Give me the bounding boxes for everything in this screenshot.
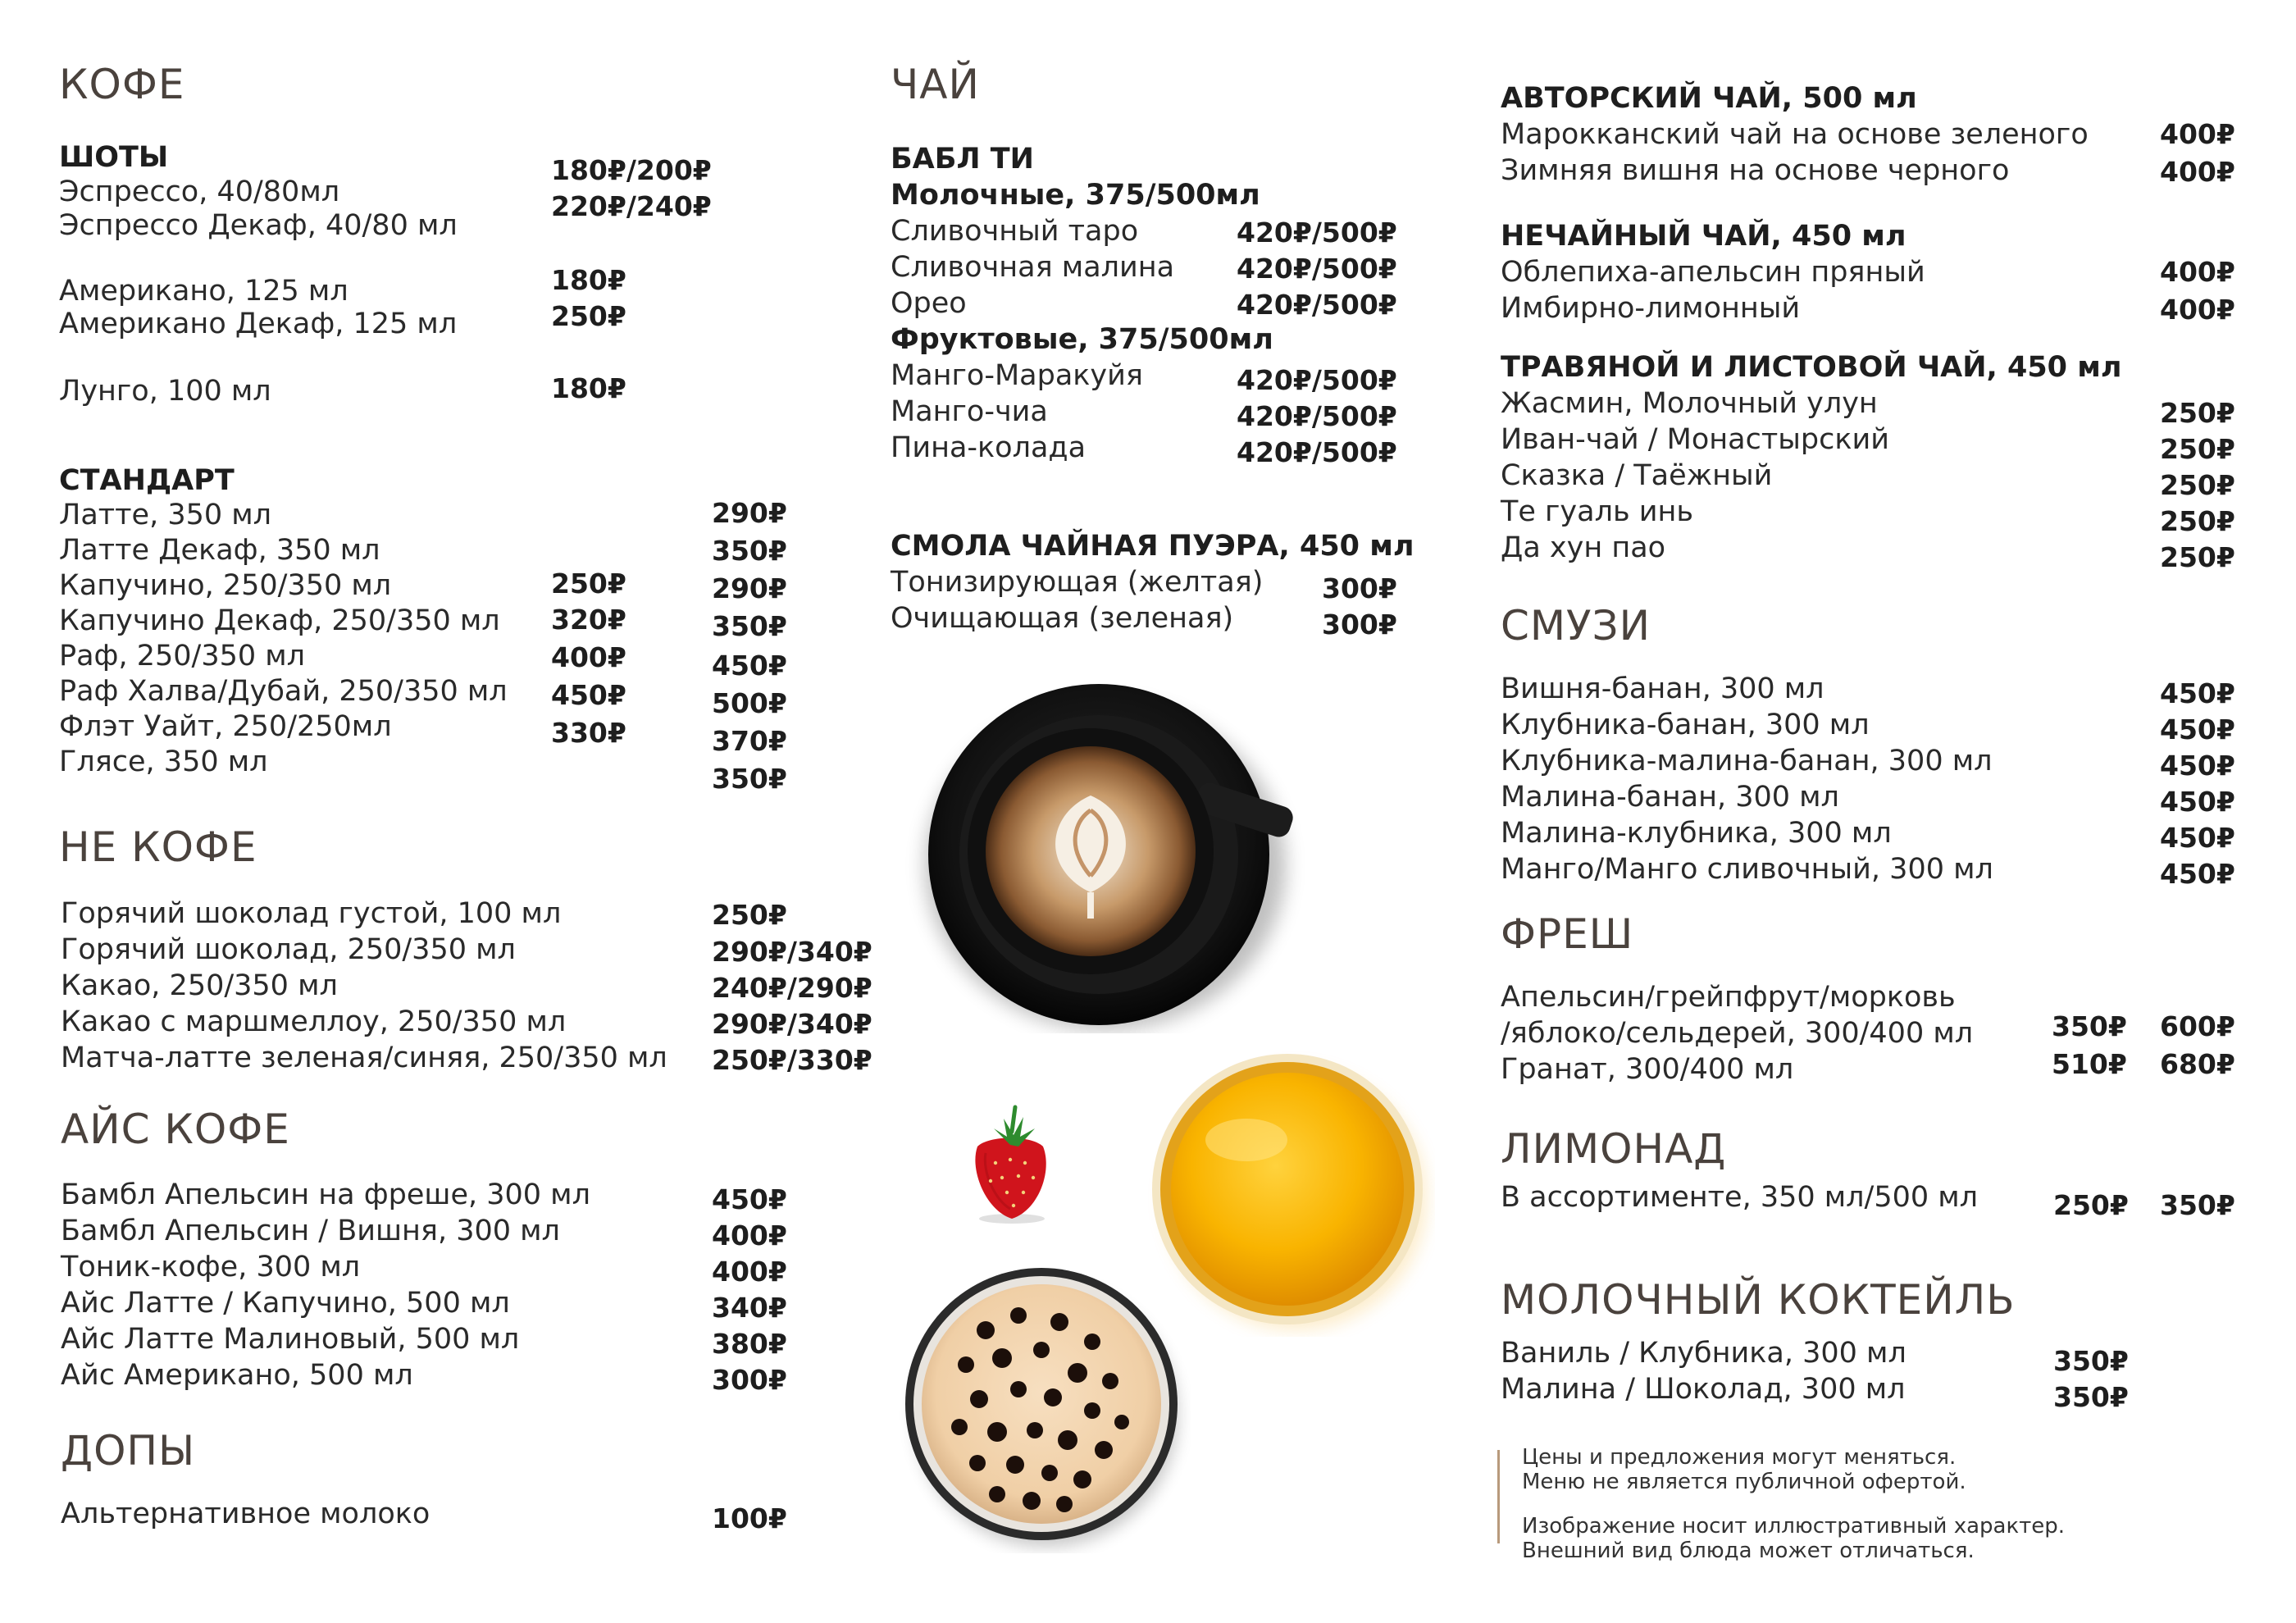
menu-item-name: Сказка / Таёжный [1501,459,1773,492]
menu-item-price: 380₽ [712,1328,787,1360]
coffee-heading: КОФЕ [59,61,185,108]
menu-item-price: 420₽/500₽ [1237,400,1397,432]
menu-item-name: Орео [891,287,967,320]
menu-item-price: 250₽ [2160,505,2235,537]
menu-item-price: 510₽ [2052,1048,2127,1080]
menu-item-price: 340₽ [712,1292,787,1324]
menu-item-name: Капучино, 250/350 мл [59,569,392,602]
menu-item-price: 350₽ [2053,1345,2129,1377]
smoothie-heading: СМУЗИ [1501,602,1651,650]
menu-item-price: 250₽/330₽ [712,1044,872,1076]
menu-item-price: 290₽ [712,572,787,604]
menu-item-name: Сливочная малина [891,251,1175,284]
menu-item-name: Зимняя вишня на основе черного [1501,154,2010,187]
menu-item-price: 400₽ [2160,256,2235,288]
menu-item-price: 450₽ [2160,858,2235,890]
menu-item-name: Американо, 125 мл [59,275,348,308]
menu-item-name: Раф, 250/350 мл [59,640,306,672]
menu-item-name: /яблоко/сельдерей, 300/400 мл [1501,1017,1974,1050]
menu-item-name: Какао с маршмеллоу, 250/350 мл [61,1005,567,1038]
lemonade-heading: ЛИМОНАД [1501,1125,1727,1173]
menu-item-price: 400₽ [712,1220,787,1251]
strawberry-image [953,1096,1068,1227]
menu-item-price: 180₽ [551,372,626,404]
menu-item-name: Горячий шоколад густой, 100 мл [61,897,562,930]
menu-item-price: 350₽ [2052,1010,2127,1042]
menu-item-price: 420₽/500₽ [1237,364,1397,396]
menu-item-price: 680₽ [2160,1048,2235,1080]
menu-item-name: Какао, 250/350 мл [61,969,338,1002]
menu-item-name: Манго-чиа [891,395,1048,428]
menu-item-name: Сливочный таро [891,215,1139,248]
menu-item-price: 290₽/340₽ [712,1008,872,1040]
menu-item-price: 180₽/200₽ [551,154,712,186]
menu-item-name: В ассортименте, 350 мл/500 мл [1501,1181,1979,1214]
menu-item-name: Капучино Декаф, 250/350 мл [59,604,500,637]
menu-item-price: 300₽ [1322,572,1397,604]
disclaimer-text: Изображение носит иллюстративный характер. [1522,1514,2066,1539]
menu-item-price: 450₽ [2160,822,2235,854]
menu-item-price: 500₽ [712,687,787,719]
menu-item-price: 350₽ [712,610,787,642]
menu-item-price: 290₽/340₽ [712,936,872,968]
herbal-tea-subheading: ТРАВЯНОЙ И ЛИСТОВОЙ ЧАЙ, 450 мл [1501,351,2122,384]
menu-item-price: 400₽ [551,641,626,673]
menu-item-price: 180₽ [551,264,626,296]
menu-item-name: Эспрессо, 40/80мл [59,176,340,208]
menu-item-price: 350₽ [2053,1381,2129,1413]
menu-item-price: 250₽ [2160,397,2235,429]
tea-heading: ЧАЙ [891,61,980,108]
menu-item-name: Пина-колада [891,431,1086,464]
menu-item-price: 100₽ [712,1502,787,1534]
menu-item-price: 250₽ [2053,1189,2129,1221]
menu-item-price: 450₽ [551,679,626,711]
menu-item-name: Матча-латте зеленая/синяя, 250/350 мл [61,1042,667,1074]
menu-item-name: Айс Латте Малиновый, 500 мл [61,1323,520,1356]
milkshake-heading: МОЛОЧНЫЙ КОКТЕЙЛЬ [1501,1276,2016,1324]
menu-item-price: 300₽ [712,1364,787,1396]
fruit-bubble-subheading: Фруктовые, 375/500мл [891,323,1273,356]
disclaimer-text: Меню не является публичной офертой. [1522,1470,1966,1494]
menu-item-name: Американо Декаф, 125 мл [59,308,458,340]
menu-item-price: 250₽ [551,300,626,332]
menu-item-name: Тонизирующая (желтая) [891,566,1264,599]
bubble-tea-glass-image [895,1258,1191,1553]
menu-item-price: 400₽ [2160,118,2235,150]
menu-item-name: Марокканский чай на основе зеленого [1501,118,2089,151]
menu-item-name: Малина-банан, 300 мл [1501,781,1839,814]
menu-item-name: Альтернативное молоко [61,1498,430,1530]
menu-item-price: 400₽ [2160,294,2235,326]
menu-item-price: 370₽ [712,725,787,757]
menu-item-name: Гранат, 300/400 мл [1501,1053,1794,1086]
menu-item-price: 450₽ [712,650,787,682]
menu-item-name: Манго/Манго сливочный, 300 мл [1501,853,1993,886]
fresh-heading: ФРЕШ [1501,910,1634,958]
menu-item-name: Айс Латте / Капучино, 500 мл [61,1287,510,1320]
menu-item-price: 450₽ [712,1183,787,1215]
bubble-tea-subheading: БАБЛ ТИ [891,143,1034,176]
ice-coffee-heading: АЙС КОФЕ [61,1106,290,1153]
puer-subheading: СМОЛА ЧАЙНАЯ ПУЭРА, 450 мл [891,530,1414,563]
menu-item-name: Клубника-малина-банан, 300 мл [1501,745,1993,777]
menu-item-name: Бамбл Апельсин на фреше, 300 мл [61,1178,590,1211]
menu-item-name: Очищающая (зеленая) [891,602,1234,635]
menu-item-name: Малина / Шоколад, 300 мл [1501,1373,1906,1406]
menu-item-price: 300₽ [1322,609,1397,641]
menu-item-price: 600₽ [2160,1010,2235,1042]
menu-item-name: Имбирно-лимонный [1501,292,1801,325]
menu-item-price: 400₽ [712,1256,787,1288]
disclaimer-text: Цены и предложения могут меняться. [1522,1445,1957,1470]
menu-item-price: 400₽ [2160,156,2235,188]
milk-bubble-subheading: Молочные, 375/500мл [891,179,1260,212]
menu-item-price: 420₽/500₽ [1237,217,1397,248]
menu-item-name: Раф Халва/Дубай, 250/350 мл [59,675,508,708]
menu-item-price: 330₽ [551,717,626,749]
menu-item-price: 420₽/500₽ [1237,289,1397,321]
not-coffee-heading: НЕ КОФЕ [59,823,257,871]
menu-item-price: 220₽/240₽ [551,190,712,222]
disclaimer-divider [1497,1450,1500,1543]
menu-item-price: 250₽ [712,899,787,931]
menu-item-price: 250₽ [2160,541,2235,573]
disclaimer-text: Внешний вид блюда может отличаться. [1522,1539,1975,1563]
menu-item-name: Латте, 350 мл [59,499,272,531]
menu-item-name: Лунго, 100 мл [59,375,271,408]
menu-item-name: Горячий шоколад, 250/350 мл [61,933,516,966]
menu-item-price: 290₽ [712,497,787,529]
menu-item-price: 450₽ [2160,786,2235,818]
menu-item-name: Ваниль / Клубника, 300 мл [1501,1337,1906,1370]
shots-subheading: ШОТЫ [59,141,169,174]
non-tea-subheading: НЕЧАЙНЫЙ ЧАЙ, 450 мл [1501,220,1906,253]
menu-item-name: Айс Американо, 500 мл [61,1359,413,1392]
menu-item-price: 420₽/500₽ [1237,253,1397,285]
menu-item-name: Тоник-кофе, 300 мл [61,1251,361,1283]
extras-heading: ДОПЫ [61,1427,196,1475]
menu-item-price: 350₽ [712,763,787,795]
menu-item-name: Жасмин, Молочный улун [1501,387,1878,420]
menu-item-price: 350₽ [2160,1189,2235,1221]
menu-item-price: 250₽ [2160,469,2235,501]
menu-item-name: Клубника-банан, 300 мл [1501,709,1870,741]
menu-item-name: Флэт Уайт, 250/250мл [59,710,392,743]
standard-subheading: СТАНДАРТ [59,464,235,497]
menu-item-name: Эспрессо Декаф, 40/80 мл [59,209,458,242]
menu-item-price: 450₽ [2160,750,2235,782]
menu-item-name: Вишня-банан, 300 мл [1501,672,1824,705]
menu-item-name: Латте Декаф, 350 мл [59,534,380,567]
menu-item-name: Да хун пао [1501,531,1666,564]
menu-item-price: 450₽ [2160,677,2235,709]
menu-item-price: 250₽ [551,568,626,600]
menu-item-price: 320₽ [551,604,626,636]
menu-item-name: Глясе, 350 мл [59,745,268,778]
menu-item-name: Манго-Маракуйя [891,359,1143,392]
menu-item-name: Облепиха-апельсин пряный [1501,256,1925,289]
menu-item-price: 250₽ [2160,433,2235,465]
menu-item-name: Малина-клубника, 300 мл [1501,817,1892,850]
menu-item-price: 350₽ [712,535,787,567]
menu-item-name: Иван-чай / Монастырский [1501,423,1889,456]
menu-item-price: 240₽/290₽ [712,972,872,1004]
menu-item-name: Бамбл Апельсин / Вишня, 300 мл [61,1215,560,1247]
cappuccino-cup-image [886,672,1312,1033]
menu-item-price: 420₽/500₽ [1237,436,1397,468]
menu-item-name: Апельсин/грейпфрут/морковь [1501,981,1956,1014]
author-tea-subheading: АВТОРСКИЙ ЧАЙ, 500 мл [1501,82,1917,115]
menu-item-price: 450₽ [2160,713,2235,745]
menu-item-name: Те гуаль инь [1501,495,1693,528]
